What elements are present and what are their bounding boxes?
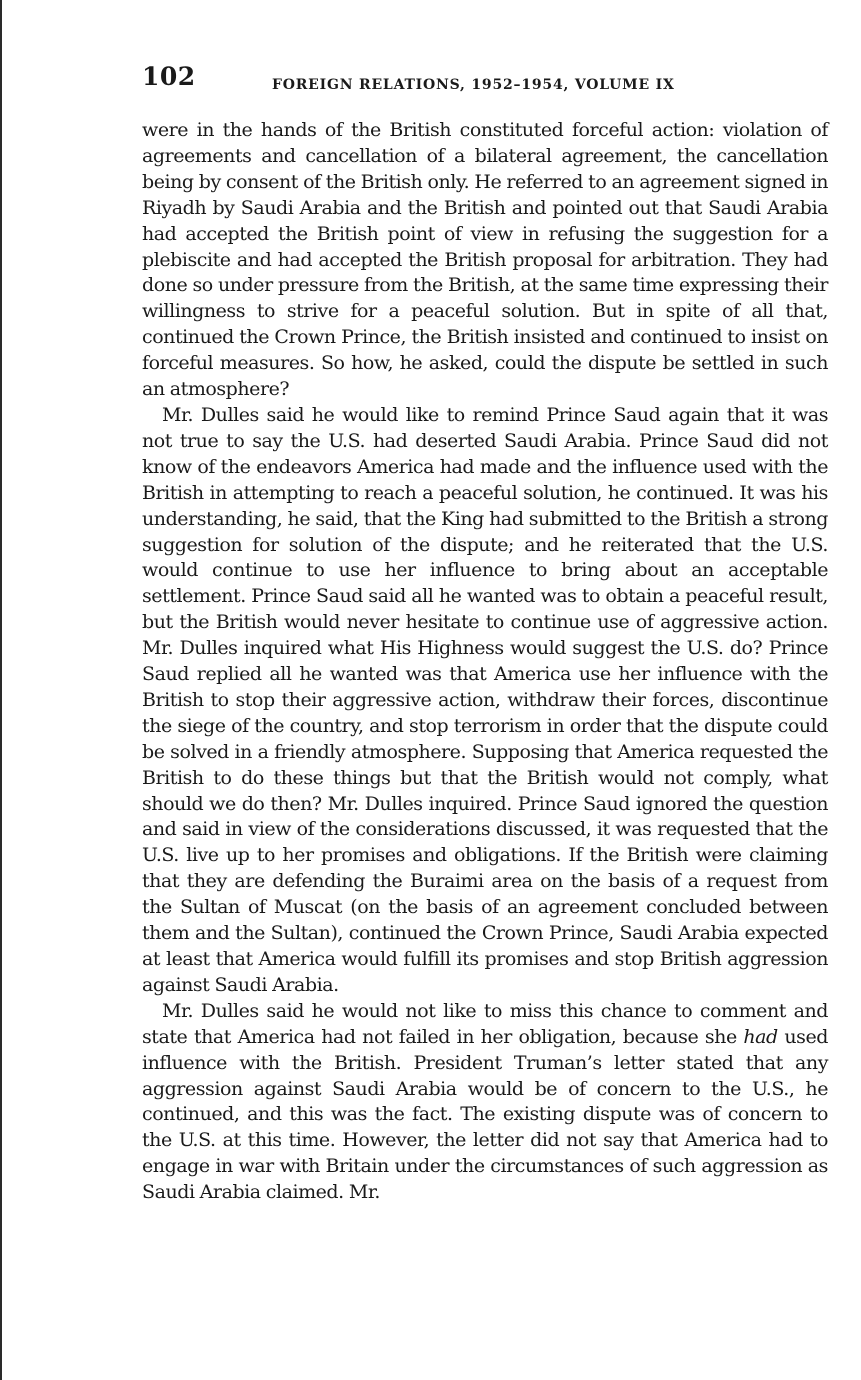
emphasized-word: had: [743, 1025, 778, 1048]
page-header: [142, 62, 828, 106]
paragraph-dulles-reply: Mr. Dulles said he would like to remind Prince Saud again that it was not true to say the U.S. had deserted Saudi Arabia. Prince Saud did not know of the endeavors America had made and the influence used with the British in attempting to reach a peaceful solution, he continued. It was his understanding, he said, that the King had submitted to the British a strong suggestion for solution of the dispute; and he reiterated that the U.S. would continue to use her influence to bring about an acceptable settlement. Prince Saud said all he wanted was to obtain a peaceful result, but the British would never hesitate to continue use of aggressive action. Mr. Dulles inquired what His Highness would suggest the U.S. do? Prince Saud replied all he wanted was that America use her influence with the British to stop their aggressive action, withdraw their forces, discontinue the siege of the country, and stop terrorism in order that the dispute could be solved in a friendly atmosphere. Supposing that America requested the British to do these things but that the British would not comply, what should we do then? Mr. Dulles inquired. Prince Saud ignored the question and said in view of the considerations discussed, it was requested that the U.S. live up to her promises and obligations. If the British were claiming that they are defending the Buraimi area on the basis of a request from the Sultan of Muscat (on the basis of an agreement concluded between them and the Sultan), continued the Crown Prince, Saudi Arabia expected at least that America would fulfill its promises and stop British aggression against Saudi Arabia.: [142, 403, 828, 996]
page-edge: [0, 0, 2, 1380]
paragraph-continuation: were in the hands of the British constituted forceful action: violation of agreements and cancellation of a bilateral agreement, the cancellation being by consent of the British only. He referred to an agreement signed in Riyadh by Saudi Arabia and the British and pointed out that Saudi Arabia had accepted the British point of view in refusing the suggestion for a plebiscite and had accepted the British proposal for arbitration. They had done so under pressure from the British, at the same time expressing their willingness to strive for a peaceful solution. But in spite of all that, continued the Crown Prince, the British insisted and continued to insist on forceful measures. So how, he asked, could the dispute be settled in such an atmosphere?: [142, 119, 828, 401]
paragraph-dulles-comment-start: Mr. Dulles said he would not like to miss this chance to comment and state that America had not failed in her obligation, because she: [142, 999, 828, 1048]
document-page: [142, 62, 828, 1206]
page-number: 102: [142, 62, 196, 91]
running-title: FOREIGN RELATIONS, 1952–1954, VOLUME IX: [272, 77, 675, 93]
body-text: [142, 118, 828, 1206]
paragraph-dulles-comment-end: used influence with the British. President Truman’s letter stated that any aggression against Saudi Arabia would be of concern to the U.S., he continued, and this was the fact. The existing dispute was of concern to the U.S. at this time. However, the letter did not say that America had to engage in war with Britain under the circumstances of such aggression as Saudi Arabia claimed. Mr.: [142, 1025, 828, 1204]
paragraph-dulles-comment: [142, 999, 828, 1206]
